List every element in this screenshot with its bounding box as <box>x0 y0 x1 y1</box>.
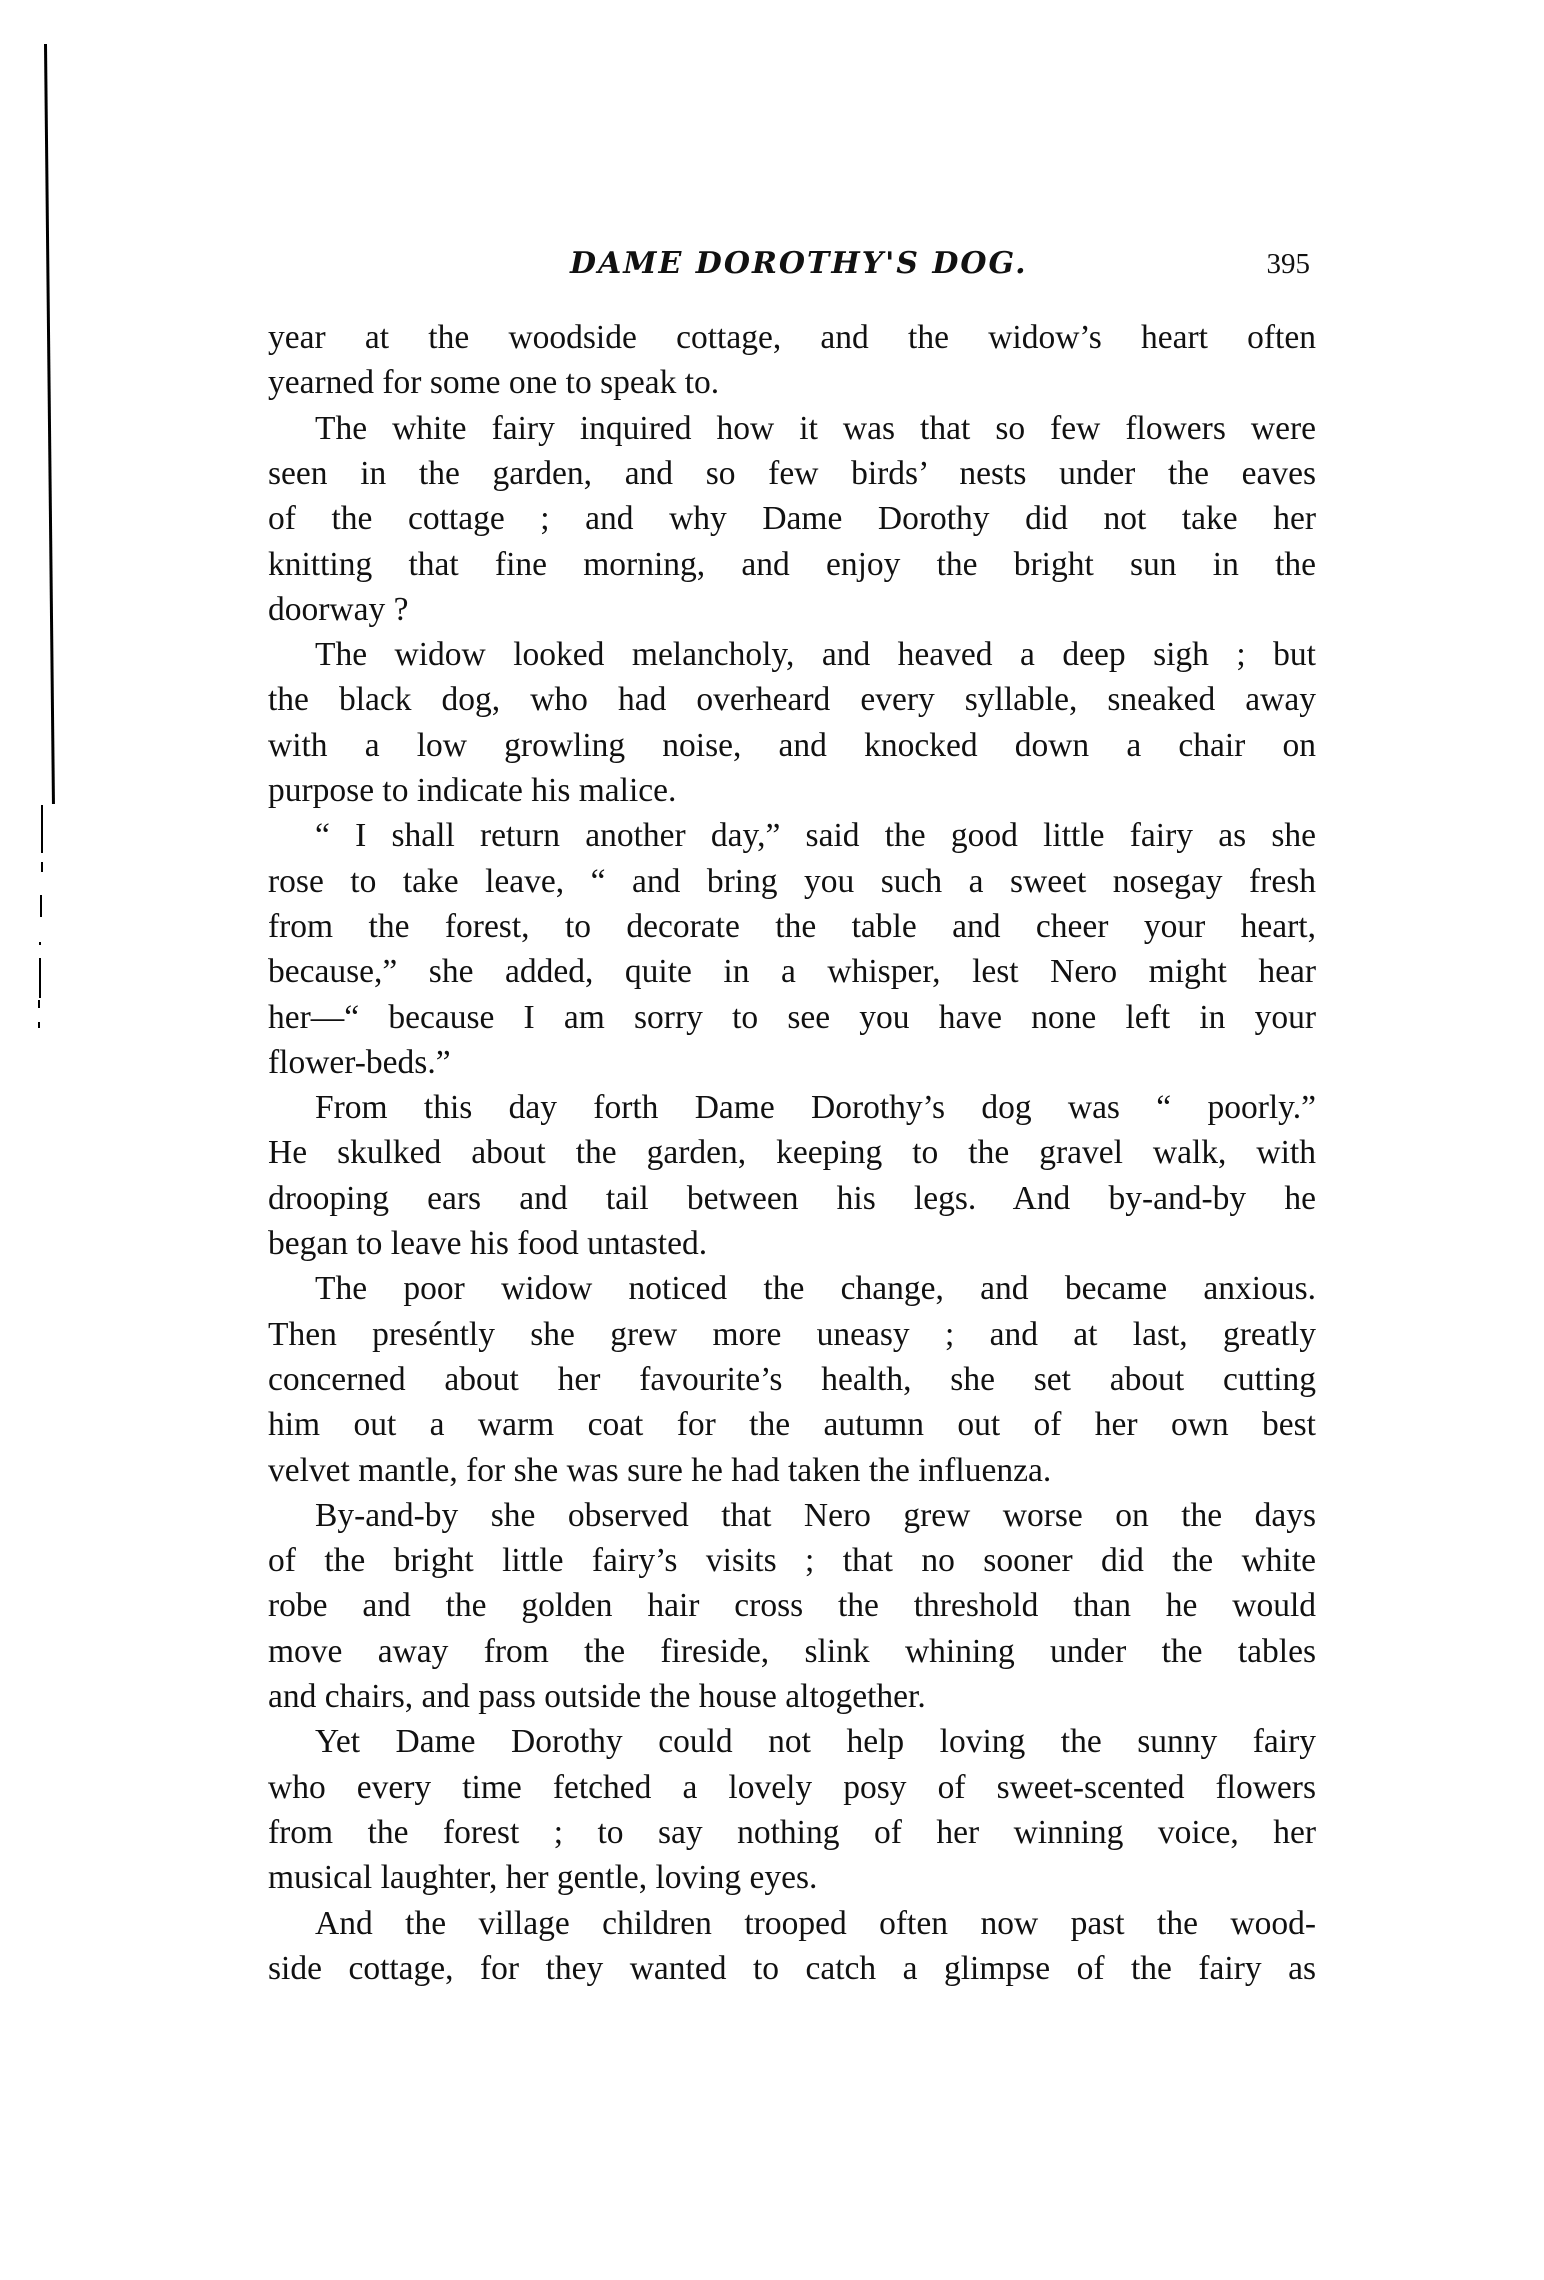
text-line: He skulked about the garden, keeping to the gravel walk, with <box>268 1134 1316 1172</box>
text-line: From this day forth Dame Dorothy’s dog was “ poorly.” <box>315 1089 1316 1127</box>
text-line: and chairs, and pass outside the house altogether. <box>268 1678 926 1715</box>
text-line: drooping ears and tail between his legs. And by-and-by he <box>268 1179 1316 1217</box>
text-line: robe and the golden hair cross the threshold than he would <box>268 1587 1316 1625</box>
text-line: By-and-by she observed that Nero grew worse on the days <box>315 1496 1316 1534</box>
text-line: from the forest ; to say nothing of her winning voice, her <box>268 1813 1316 1851</box>
text-line: who every time fetched a lovely posy of sweet-scented flowers <box>268 1768 1316 1806</box>
text-line: with a low growling noise, and knocked down a chair on <box>268 726 1316 764</box>
text-line: move away from the fireside, slink whining under the tables <box>268 1632 1316 1670</box>
text-line: knitting that fine morning, and enjoy the bright sun in the <box>268 545 1316 583</box>
text-line: velvet mantle, for she was sure he had taken the influenza. <box>268 1451 1052 1489</box>
page-edge-line <box>44 44 55 804</box>
text-line: musical laughter, her gentle, loving eyes. <box>268 1859 818 1897</box>
text-line: doorway ? <box>268 590 409 628</box>
running-title: DAME DOROTHY'S DOG. <box>570 246 1028 281</box>
text-line: of the bright little fairy’s visits ; that no sooner did the white <box>268 1542 1316 1580</box>
text-line: And the village children trooped often now past the wood- <box>315 1904 1316 1942</box>
text-line: The widow looked melancholy, and heaved a deep sigh ; but <box>315 636 1316 674</box>
text-line: the black dog, who had overheard every syllable, sneaked away <box>268 681 1316 719</box>
text-line: Yet Dame Dorothy could not help loving the sunny fairy <box>315 1723 1316 1761</box>
text-line: because,” she added, quite in a whisper, lest Nero might hear <box>268 953 1316 991</box>
text-line: concerned about her favourite’s health, she set about cutting <box>268 1360 1316 1398</box>
page-number: 395 <box>1266 248 1310 280</box>
text-line: Then preséntly she grew more uneasy ; and at last, greatly <box>268 1315 1316 1353</box>
text-line: flower-beds.” <box>268 1043 451 1081</box>
page-edge-fragment <box>40 895 42 917</box>
text-line: purpose to indicate his malice. <box>268 772 677 809</box>
page-edge-fragment <box>39 942 41 945</box>
text-line: The white fairy inquired how it was that so few flowers were <box>315 409 1316 447</box>
text-line: of the cottage ; and why Dame Dorothy did not take her <box>268 500 1316 538</box>
text-line: began to leave his food untasted. <box>268 1225 708 1262</box>
running-header <box>268 246 1316 282</box>
text-line: rose to take leave, “ and bring you such a sweet nosegay fresh <box>268 862 1316 900</box>
page-edge-fragment <box>39 958 41 998</box>
text-line: from the forest, to decorate the table and cheer your heart, <box>268 907 1316 945</box>
text-line: side cottage, for they wanted to catch a glimpse of the fairy as <box>268 1949 1316 1987</box>
text-line: seen in the garden, and so few birds’ nests under the eaves <box>268 454 1316 492</box>
text-line: “ I shall return another day,” said the good little fairy as she <box>315 817 1316 855</box>
text-line: her—“ because I am sorry to see you have none left in your <box>268 998 1316 1036</box>
page-edge-fragment <box>38 1000 40 1008</box>
text-line: yearned for some one to speak to. <box>268 364 720 402</box>
text-line: him out a warm coat for the autumn out of her own best <box>268 1406 1316 1444</box>
text-line: year at the woodside cottage, and the widow’s heart often <box>268 319 1316 356</box>
page-edge-fragment <box>41 805 43 853</box>
text-line: The poor widow noticed the change, and became anxious. <box>315 1270 1316 1308</box>
page-edge-fragment <box>41 862 43 872</box>
page-edge-fragment <box>38 1022 40 1028</box>
